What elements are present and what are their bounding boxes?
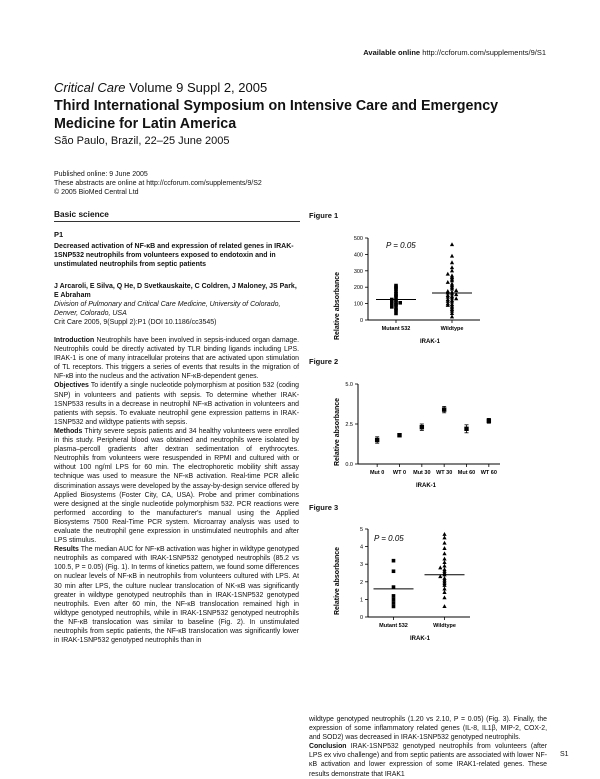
figure-1-point-wildtype — [446, 289, 450, 293]
figure-3-point-mutant — [392, 598, 396, 602]
available-label: Available online — [363, 48, 421, 57]
figure-3-point-wildtype — [442, 604, 446, 608]
figure-2-xlabel: IRAK-1 — [415, 483, 437, 489]
conclusion-text: IRAK-1SNP532 genotyped neutrophils from volunteers (after LPS ex vivo challenge) and from septic patients are associated with lower NF-κB activation and lower expression of some IRAK1-related genes. These results demonstrate that IRAK1 — [309, 743, 548, 778]
figure-1-annotation: P = 0.05 — [386, 241, 416, 250]
figure-1-point-wildtype — [450, 265, 454, 269]
figure-3-point-mutant — [392, 559, 396, 563]
citation: Crit Care 2005, 9(Suppl 2):P1 (DOI 10.1186/cc3545) — [54, 319, 217, 326]
figure-3-point-wildtype — [442, 557, 446, 561]
figure-2-point — [442, 407, 446, 411]
figure-3-point-wildtype — [442, 532, 446, 536]
figure-2-point — [420, 425, 424, 429]
figure-3-point-wildtype — [442, 567, 446, 571]
figure-3-point-wildtype — [442, 564, 446, 568]
methods-paragraph — [54, 427, 299, 545]
figure-3-point-mutant — [392, 569, 396, 573]
figure-1-point-mutant — [390, 305, 394, 309]
intro-paragraph — [54, 336, 299, 381]
figure-2-xtick-label: Mut 0 — [369, 470, 385, 476]
author-names: J Arcaroli, E Silva, Q He, D Svetkauskaite, C Coldren, J Maloney, JS Park, E Abraham — [54, 283, 297, 299]
figure-2-ytick-label: 5.0 — [345, 382, 353, 388]
figure-1-ytick-label: 0 — [359, 318, 363, 324]
journal-line — [54, 80, 267, 95]
results-text: The median AUC for NF-κB activation was higher in wildtype genotyped neutrophils as compared with IRAK-1SNP532 genotyped neutrophils (85.2 vs 100.5, P = 0.05) (Fig. 1). In terms of kinetics pattern, we found some differences on nuclear levels of NF-κB in neutrophils from volunteers cultured with LPS. At 30 min after LPS, the culture nuclear translocation of NK-κB was significantly greater in wildtype genotyped neutrophils than in IRAK-1SNP532 genotyped neutrophils. Even after 60 min, the NF-κB translocation remained high in wildtype genotyped neutrophils, while in IRAK-1SNP532 genotyped neutrophils the NF-κB translocation was similar to baseline (Fig. 2). In unstimulated neutrophils from septic patients, the NF-κB translocation was significantly lower in IRAK-1SNP532 genotyped neutrophils than in — [54, 546, 300, 645]
abstract-body — [54, 336, 299, 645]
figure-3-ytick-label: 3 — [359, 562, 363, 569]
methods-heading: Methods — [54, 427, 83, 435]
right-column-text — [309, 715, 547, 779]
figure-3-ylabel: Relative absorbance — [334, 546, 341, 616]
results-heading: Results — [54, 546, 79, 554]
figure-1-point-mutant — [394, 307, 398, 311]
figure-2-chart — [330, 372, 505, 490]
figure-3-ytick-label: 0 — [359, 615, 363, 621]
figure-3-point-wildtype — [442, 546, 446, 550]
figure-2-xtick-label: WT 30 — [436, 470, 453, 476]
figure-3-label: Figure 3 — [309, 503, 339, 512]
figure-1-point-wildtype — [454, 296, 458, 300]
figure-3-point-wildtype — [442, 595, 446, 599]
copyright: © 2005 BioMed Central Ltd — [54, 189, 139, 196]
figure-1-xlabel: IRAK-1 — [419, 339, 441, 345]
figure-3-point-wildtype — [438, 565, 442, 569]
abstract-number: P1 — [54, 230, 64, 239]
figure-1-ytick-label: 500 — [353, 236, 363, 242]
figure-1-xtick-label: Wildtype — [440, 326, 464, 332]
figure-3-point-mutant — [392, 605, 396, 609]
figure-1-ytick-label: 300 — [353, 268, 363, 275]
author-block — [54, 282, 299, 327]
figure-3-annotation: P = 0.05 — [374, 534, 404, 543]
abstracts-url: These abstracts are online at http://ccforum.com/supplements/9/S2 — [54, 180, 262, 187]
publication-info — [54, 170, 262, 197]
figure-3-point-wildtype — [442, 590, 446, 594]
available-online-line — [0, 48, 546, 57]
conclusion-paragraph — [309, 742, 547, 778]
figure-1-point-wildtype — [450, 260, 454, 264]
figure-1-point-wildtype — [450, 273, 454, 277]
figure-2-xtick-label: WT 60 — [480, 470, 497, 476]
figure-1-point-wildtype — [446, 272, 450, 276]
figure-1-point-mutant — [394, 284, 398, 288]
figure-1-point-wildtype — [454, 288, 458, 292]
figure-1-label: Figure 1 — [309, 211, 339, 220]
figure-1-chart — [330, 228, 490, 348]
figure-3-ytick-label: 4 — [359, 544, 363, 551]
figure-3-ytick-label: 5 — [359, 527, 363, 533]
figure-2-point — [487, 419, 491, 423]
figure-3-point-wildtype — [442, 536, 446, 540]
figure-3-point-wildtype — [442, 587, 446, 591]
abstract-title: Decreased activation of NF-κB and expression of related genes in IRAK-1SNP532 neutrophils from volunteers exposed to endotoxin and in unstimulated neutrophils from septic patients — [54, 243, 294, 268]
figure-3-point-wildtype — [442, 576, 446, 580]
figure-3-xtick-label: Wildtype — [433, 623, 456, 629]
figure-2-xtick-label: Mut 30 — [413, 470, 431, 476]
objectives-paragraph — [54, 381, 299, 426]
figure-2-label: Figure 2 — [309, 357, 339, 366]
figure-1-ytick-label: 400 — [353, 252, 363, 259]
figure-3-point-wildtype — [442, 551, 446, 555]
figure-1-point-mutant — [398, 301, 402, 305]
figure-3-point-wildtype — [442, 560, 446, 564]
figure-1-ylabel: Relative absorbance — [334, 271, 341, 341]
figure-2-xtick-label: Mut 60 — [457, 470, 476, 476]
methods-text: Thirty severe sepsis patients and 34 healthy volunteers were enrolled in this study. Peripheral blood was obtained and neutrophils were isolated by plasma–percoll gradients after dextran sedimentation of erythrocytes. Neutrophils from volunteers were resuspended in RPMI and cultured with or without 100 ng/ml LPS for 60 min. The electrophoretic mobility shift assay technique was used to measure the NF-κB activation. Real-time PCR allelic discrimination assays were developed by the assay-by-design service offered by Applied Biosystems (Foster City, CA, USA). Probe and primer combinations were designed at the single nucleotide polymorphism 532. PCR reactions were performed according to the manufacturer's manual using the Applied Biosystems 7500 Real-Time PCR system. Microarray analysis was used to evaluate the neutrophil gene expression in unstimulated neutrophils and after LPS stimulus. — [54, 427, 299, 545]
figure-3-ytick-label: 1 — [359, 597, 363, 604]
journal-name: Critical Care — [54, 80, 126, 95]
figure-3-ytick-label: 2 — [359, 579, 363, 586]
section-heading: Basic science — [54, 209, 300, 222]
meeting-place: São Paulo, Brazil, 22–25 June 2005 — [54, 135, 230, 147]
figure-3-xlabel: IRAK-1 — [409, 636, 431, 642]
published-date: Published online: 9 June 2005 — [54, 171, 148, 178]
figure-2-xtick-label: WT 0 — [392, 470, 407, 476]
figure-3-point-mutant — [392, 601, 396, 605]
figure-1-point-wildtype — [450, 254, 454, 258]
figure-3-point-wildtype — [442, 541, 446, 545]
figure-1-ytick-label: 100 — [353, 301, 363, 308]
journal-volume: Volume 9 Suppl 2, 2005 — [129, 80, 268, 95]
page-title: Third International Symposium on Intensive Care and Emergency Medicine for Latin America — [54, 98, 499, 132]
results-paragraph — [54, 545, 299, 645]
conclusion-heading: Conclusion — [309, 743, 347, 751]
available-url[interactable]: http://ccforum.com/supplements/9/S1 — [422, 48, 546, 57]
figure-3-point-mutant — [392, 594, 396, 598]
intro-text: Neutrophils have been involved in sepsis-induced organ damage. Neutrophils could be directly activated by TLR binding ligands including LPS. IRAK-1 is one of many intracellular proteins that are activated upon stimulation of TL receptors. This triggers a series of events that results in the migration of NF-κB into the nucleus and the activation NF-κB-dependent genes. — [54, 337, 300, 381]
figure-2-point — [464, 427, 468, 431]
figure-2-ytick-label: 2.5 — [345, 422, 353, 428]
page-number: S1 — [560, 751, 569, 758]
affiliation: Division of Pulmonary and Critical Care Medicine, University of Colorado, Denver, Colorado, USA — [54, 301, 281, 317]
figure-2-ytick-label: 0.0 — [345, 462, 353, 468]
figure-2-ylabel: Relative absorbance — [334, 397, 341, 467]
figure-1-point-wildtype — [450, 242, 454, 246]
intro-heading: Introduction — [54, 337, 95, 344]
figure-2-point — [397, 433, 401, 437]
figure-1-ytick-label: 200 — [353, 285, 363, 292]
objectives-heading: Objectives — [54, 382, 89, 390]
figure-1-point-mutant — [394, 312, 398, 316]
figure-3-xtick-label: Mutant 532 — [379, 623, 408, 629]
figure-1-point-wildtype — [446, 280, 450, 284]
figure-1-xtick-label: Mutant 532 — [381, 326, 411, 332]
figure-3-chart — [330, 523, 490, 643]
figure-2-point — [375, 438, 379, 442]
results-continued: wildtype genotyped neutrophils (1.20 vs 2.10, P = 0.05) (Fig. 3). Finally, the expression of some inflammatory related genes (IL-8, IL1β, MIP-2, COX-2, and SOD2) was decreased in IRAK-1SNP532 genotyped neutrophils. — [309, 716, 547, 742]
objectives-text: To identify a single nucleotide polymorphism at position 532 (coding SNP) in volunteers and patients with sepsis. To determine whether IRAK-1SNP533 results in a decrease in neutrophil NF-κB activation in volunteers and patients with sepsis. To evaluate neutrophil gene expression patterns in IRAK-1SNP532 and wildtype patients with sepsis. — [54, 382, 300, 426]
